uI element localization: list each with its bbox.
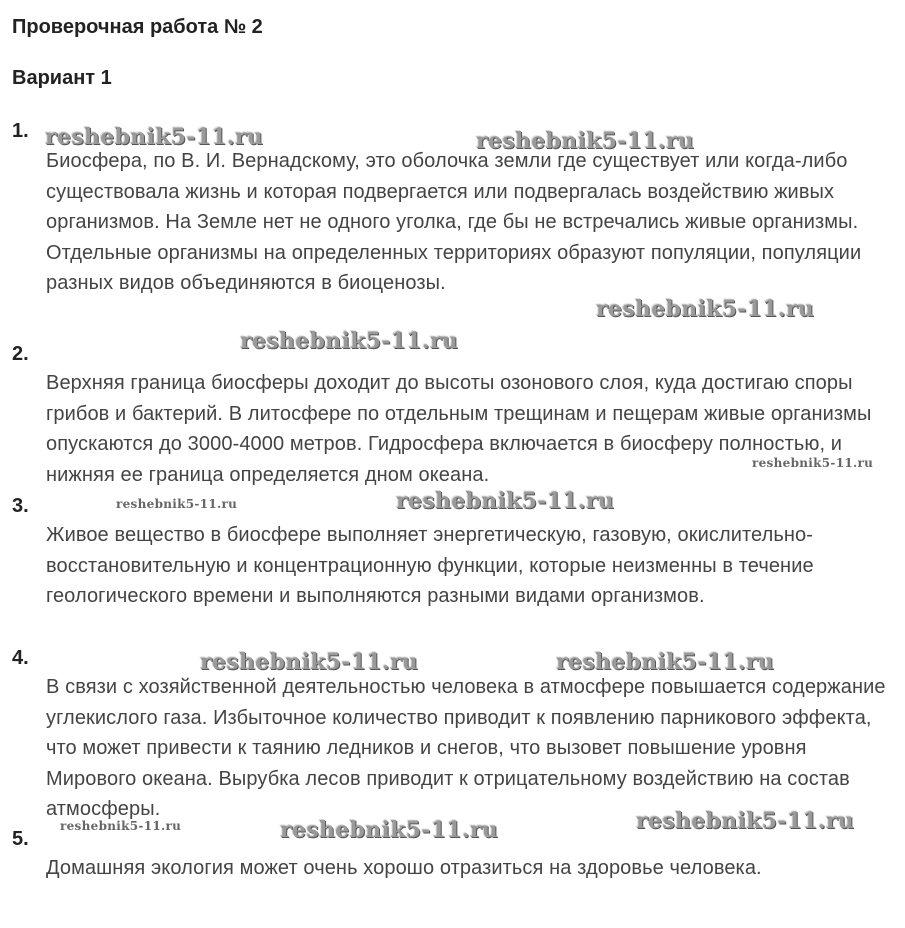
variant-heading: Вариант 1	[12, 67, 112, 89]
watermark: reshebnik5-11.ru	[636, 808, 855, 834]
watermark: reshebnik5-11.ru	[116, 497, 238, 511]
watermark: reshebnik5-11.ru	[596, 296, 815, 322]
watermark: reshebnik5-11.ru	[396, 488, 615, 514]
item-text-4: В связи с хозяйственной деятельностью человека в атмосфере повышается содержание углекислого газа. Избыточное количество приводит к появлению парникового эффекта, что может привести к таянию ледников и снегов, что вызовет повышение уровня Мирового океана. Вырубка лесов приводит к отрицательному воздействию на состав атмосферы.	[46, 676, 886, 820]
watermark: reshebnik5-11.ru	[200, 649, 419, 675]
item-text-1: Биосфера, по В. И. Вернадскому, это оболочка земли где существует или когда-либо существовала жизнь и которая подвергается или подвергалась воздействию живых организмов. На Земле нет не одного уголка, где бы не встречались живые организмы. Отдельные организмы на определенных территориях образуют популяции, популяции разных видов объединяются в биоценозы.	[46, 150, 862, 294]
watermark: reshebnik5-11.ru	[45, 124, 264, 150]
watermark: reshebnik5-11.ru	[60, 819, 182, 833]
watermark: reshebnik5-11.ru	[556, 649, 775, 675]
item-number-2: 2.	[12, 343, 29, 365]
item-text-5: Домашняя экология может очень хорошо отразиться на здоровье человека.	[46, 857, 762, 879]
watermark: reshebnik5-11.ru	[476, 128, 695, 154]
item-number-1: 1.	[12, 120, 29, 142]
page-title: Проверочная работа № 2	[12, 16, 263, 38]
item-text-2: Верхняя граница биосферы доходит до высоты озонового слоя, куда достигаю споры грибов и бактерий. В литосфере по отдельным трещинам и пещерам живые организмы опускаются до 3000-4000 метров. Гидросфера включается в биосферу полностью, и нижняя ее граница определяется дном океана.	[46, 372, 872, 486]
item-text-3: Живое вещество в биосфере выполняет энергетическую, газовую, окислительно-восстановительную и концентрационную функции, которые неизменны в течение геологического времени и выполняются разными видами организмов.	[46, 524, 814, 607]
item-number-3: 3.	[12, 495, 29, 517]
watermark: reshebnik5-11.ru	[240, 328, 459, 354]
item-number-5: 5.	[12, 828, 29, 850]
watermark: reshebnik5-11.ru	[752, 456, 874, 470]
watermark: reshebnik5-11.ru	[280, 817, 499, 843]
item-number-4: 4.	[12, 647, 29, 669]
